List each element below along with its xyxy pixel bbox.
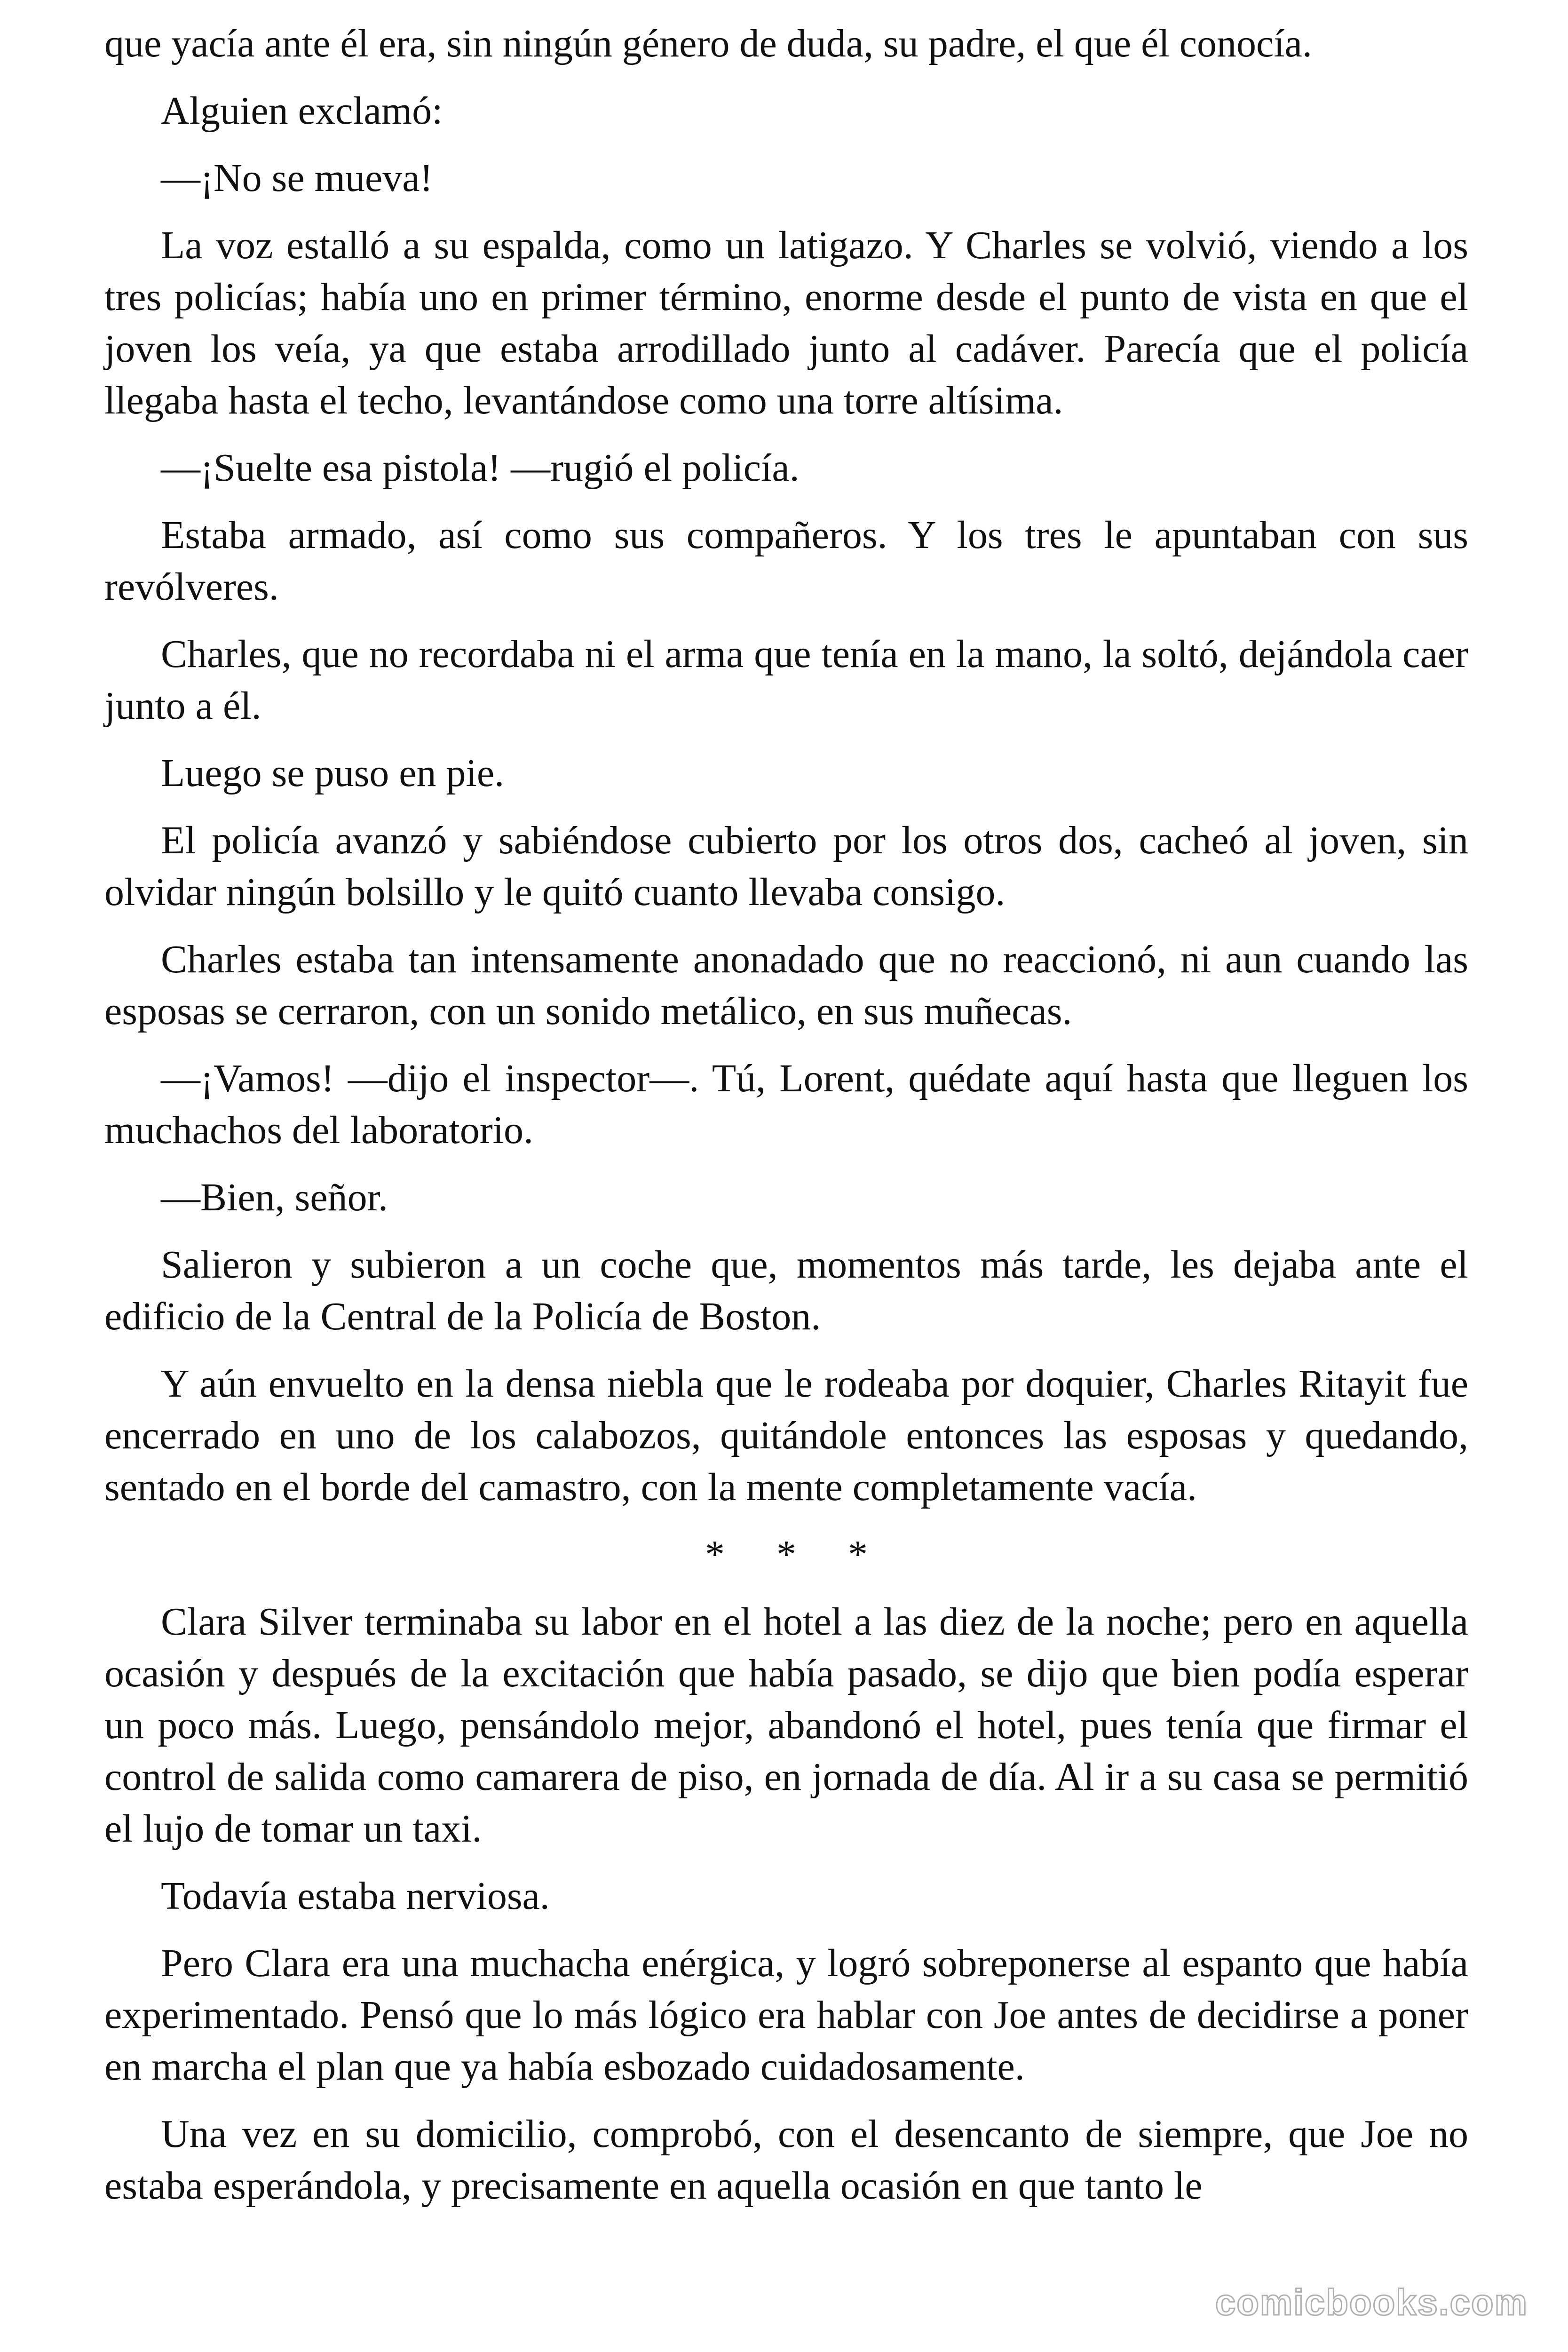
asterisk: * (776, 1533, 796, 1576)
asterisk: * (705, 1533, 725, 1576)
paragraph: El policía avanzó y sabiéndose cubierto por los otros dos, cacheó al joven, sin olvidar ningún bolsillo y le quitó cuanto llevaba consigo. (104, 818, 1468, 914)
paragraph: Clara Silver terminaba su labor en el hotel a las diez de la noche; pero en aquella ocasión y después de la excitación que había pasado, se dijo que bien podía esperar un poco más. Luego, pensándolo mejor, abandonó el hotel, pues tenía que firmar el control de salida como camarera de piso, en jornada de día. Al ir a su casa se permitió el lujo de tomar un taxi. (104, 1600, 1468, 1851)
paragraph: Y aún envuelto en la densa niebla que le rodeaba por doquier, Charles Ritayit fue encerrado en uno de los calabozos, quitándole entonces las esposas y quedando, sentado en el borde del camastro, con la mente completamente vacía. (104, 1362, 1468, 1509)
paragraph: Todavía estaba nerviosa. (161, 1874, 550, 1918)
paragraph: que yacía ante él era, sin ningún género de duda, su padre, el que él conocía. (104, 22, 1312, 65)
paragraph: —Bien, señor. (161, 1176, 388, 1219)
paragraph: Charles, que no recordaba ni el arma que tenía en la mano, la soltó, dejándola caer junto a él. (104, 632, 1468, 728)
paragraph: —¡Suelte esa pistola! —rugió el policía. (161, 446, 800, 490)
paragraph: Alguien exclamó: (161, 89, 443, 133)
paragraph: Una vez en su domicilio, comprobó, con el desencanto de siempre, que Joe no estaba esperándola, y precisamente en aquella ocasión en que tanto le (104, 2112, 1468, 2208)
paragraph: La voz estalló a su espalda, como un latigazo. Y Charles se volvió, viendo a los tres policías; había uno en primer término, enorme desde el punto de vista en que el joven los veía, ya que estaba arrodillado junto al cadáver. Parecía que el policía llegaba hasta el techo, levantándose como una torre altísima. (104, 223, 1468, 422)
paragraph: —¡No se mueva! (161, 156, 433, 200)
book-page (104, 18, 1468, 2227)
paragraph: Charles estaba tan intensamente anonadado que no reaccionó, ni aun cuando las esposas se cerraron, con un sonido metálico, en sus muñecas. (104, 938, 1468, 1033)
asterisk: * (848, 1533, 868, 1576)
paragraph: —¡Vamos! —dijo el inspector—. Tú, Lorent, quédate aquí hasta que lleguen los muchachos del laboratorio. (104, 1057, 1468, 1152)
paragraph: Estaba armado, así como sus compañeros. Y los tres le apuntaban con sus revólveres. (104, 513, 1468, 609)
paragraph: Luego se puso en pie. (161, 751, 505, 795)
section-separator (104, 1529, 1468, 1581)
paragraph: Salieron y subieron a un coche que, momentos más tarde, les dejaba ante el edificio de la Central de la Policía de Boston. (104, 1243, 1468, 1338)
paragraph: Pero Clara era una muchacha enérgica, y logró sobreponerse al espanto que había experimentado. Pensó que lo más lógico era hablar con Joe antes de decidirse a poner en marcha el plan que ya había esbozado cuidadosamente. (104, 1941, 1468, 2089)
watermark-logo: comicbooks.com (1215, 2281, 1528, 2323)
